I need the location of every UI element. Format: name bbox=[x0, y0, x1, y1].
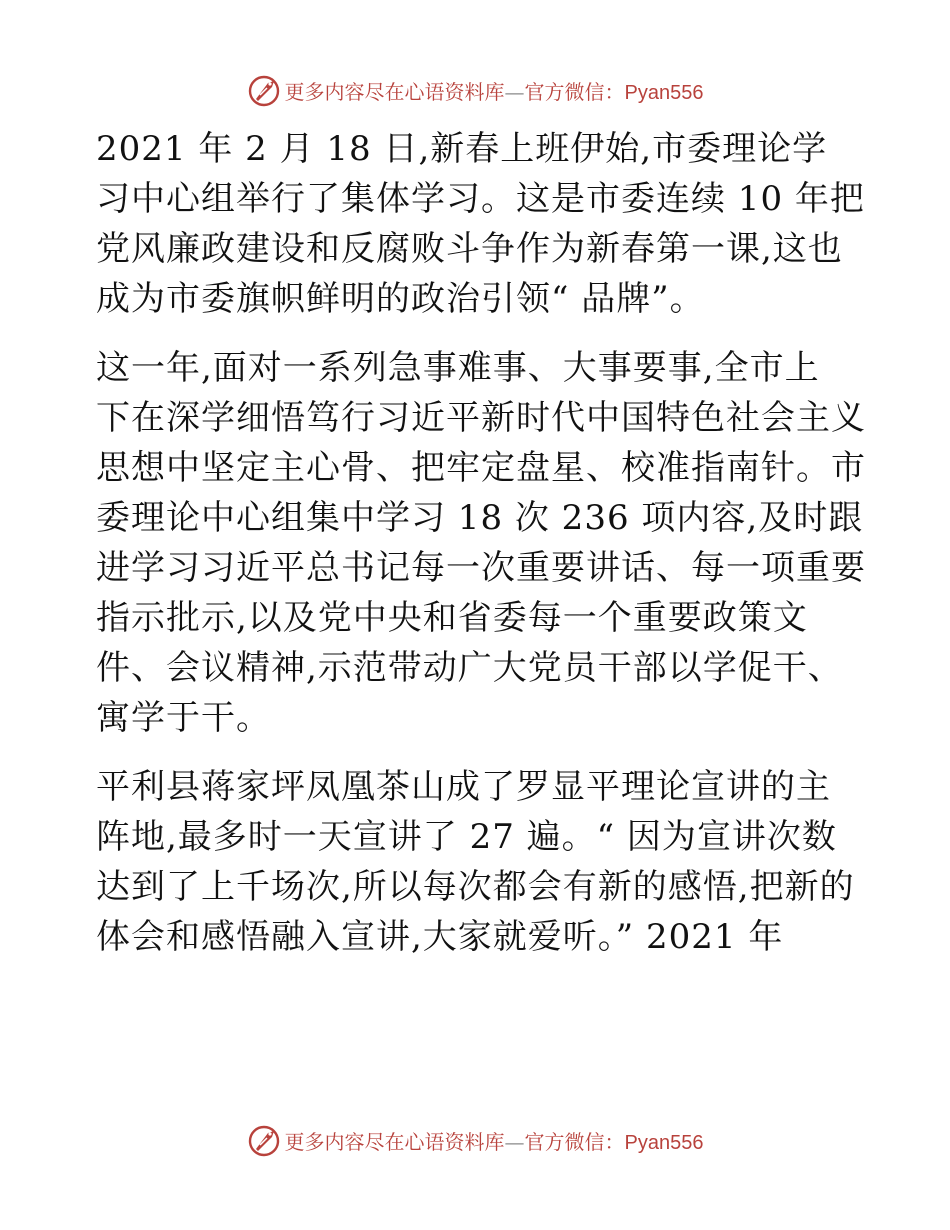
paragraph-line: 党风廉政建设和反腐败斗争作为新春第一课,这也 bbox=[96, 229, 843, 269]
footer-wechat-id: Pyan556 bbox=[624, 1131, 704, 1154]
footer-wechat-label: 官方微信： bbox=[524, 1129, 625, 1154]
paragraph-line: 习中心组举行了集体学习。这是市委连续 10 年把 bbox=[96, 179, 865, 219]
paragraph-3 bbox=[96, 762, 856, 962]
paragraph-line: 思想中坚定主心骨、把牢定盘星、校准指南针。市 bbox=[96, 448, 866, 488]
paragraph-line: 2021 年 2 月 18 日,新春上班伊始,市委理论学 bbox=[96, 129, 828, 169]
paragraph-line: 成为市委旗帜鲜明的政治引领“ 品牌”。 bbox=[96, 279, 705, 319]
footer-banner bbox=[0, 1118, 950, 1162]
paragraph-line: 体会和感悟融入宣讲,大家就爱听。” 2021 年 bbox=[96, 917, 784, 957]
footer-banner-text bbox=[285, 1126, 704, 1155]
pen-nib-logo-icon bbox=[247, 1123, 281, 1157]
header-dash: — bbox=[504, 79, 525, 104]
paragraph-line: 指示批示,以及党中央和省委每一个重要政策文 bbox=[96, 598, 808, 638]
paragraph-line: 寓学于干。 bbox=[96, 698, 271, 738]
paragraph-line: 件、会议精神,示范带动广大党员干部以学促干、 bbox=[96, 648, 843, 688]
paragraph-line: 平利县蒋家坪凤凰茶山成了罗显平理论宣讲的主 bbox=[96, 767, 831, 807]
header-wechat-id: Pyan556 bbox=[624, 81, 704, 104]
document-body bbox=[96, 124, 866, 981]
header-brand-text: 更多内容尽在心语资料库 bbox=[284, 79, 505, 104]
header-banner-text bbox=[285, 76, 704, 105]
paragraph-line: 阵地,最多时一天宣讲了 27 遍。“ 因为宣讲次数 bbox=[96, 817, 837, 857]
pen-nib-logo-icon bbox=[247, 73, 281, 107]
footer-dash: — bbox=[504, 1129, 525, 1154]
paragraph-1 bbox=[96, 124, 865, 324]
paragraph-line: 委理论中心组集中学习 18 次 236 项内容,及时跟 bbox=[96, 498, 864, 538]
paragraph-line: 这一年,面对一系列急事难事、大事要事,全市上 bbox=[96, 348, 820, 388]
header-wechat-label: 官方微信： bbox=[524, 79, 625, 104]
paragraph-line: 达到了上千场次,所以每次都会有新的感悟,把新的 bbox=[96, 867, 855, 907]
header-banner bbox=[0, 68, 950, 112]
footer-brand-text: 更多内容尽在心语资料库 bbox=[284, 1129, 505, 1154]
paragraph-line: 下在深学细悟笃行习近平新时代中国特色社会主义 bbox=[96, 398, 866, 438]
paragraph-line: 进学习习近平总书记每一次重要讲话、每一项重要 bbox=[96, 548, 866, 588]
paragraph-2 bbox=[96, 343, 866, 743]
